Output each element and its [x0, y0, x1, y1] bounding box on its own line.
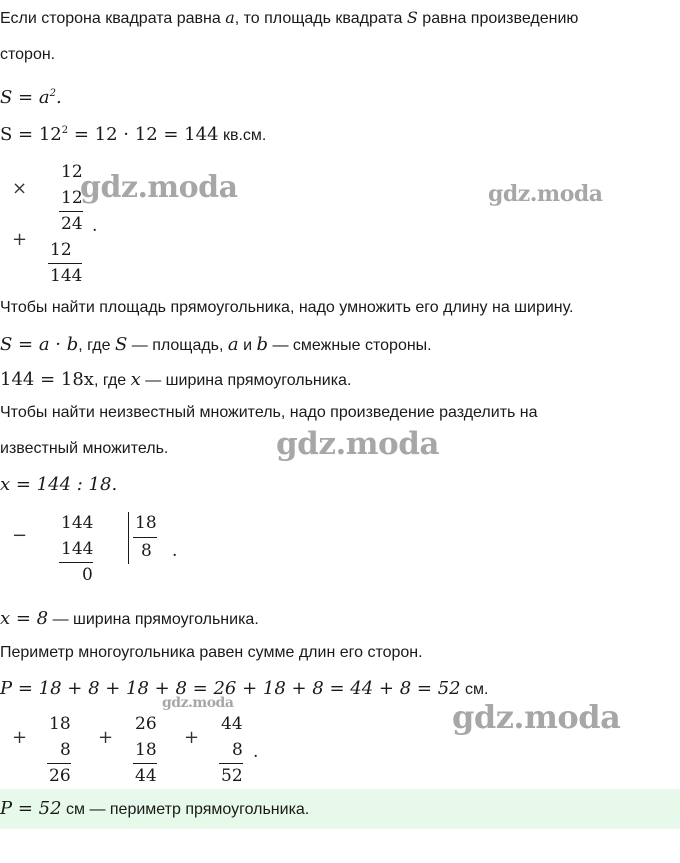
- watermark-5: gdz.moda: [452, 698, 621, 736]
- mult-rule-1: [59, 211, 83, 212]
- perimeter-rule: Периметр многоугольника равен сумме длин его сторон.: [0, 644, 423, 661]
- answer-line: [0, 798, 309, 819]
- intro-text-1: Если сторона квадрата равна: [0, 10, 226, 27]
- div-remainder: 0: [82, 565, 93, 585]
- eq-x-8-math: x = 8: [0, 608, 49, 629]
- add-sign-1: +: [12, 727, 28, 748]
- intro-text-2: , то площадь квадрата: [234, 10, 407, 27]
- rect-var-b: b: [256, 334, 268, 355]
- div-quotient: 8: [141, 541, 152, 561]
- rect-formula-t3: и: [238, 337, 257, 354]
- div-divisor: 18: [135, 513, 157, 533]
- mult-partial-2: 12: [50, 240, 72, 260]
- rect-formula: [0, 334, 432, 355]
- watermark-4: gdz.moda: [162, 695, 234, 711]
- perimeter-calc: [0, 678, 489, 699]
- intro-text-3: равна произведению: [417, 10, 579, 27]
- rect-var-S: S: [114, 334, 128, 355]
- eq-x-8-text: — ширина прямоугольника.: [48, 611, 259, 628]
- add-3-rule: [219, 763, 243, 764]
- rect-var-a: a: [227, 334, 239, 355]
- watermark-3: gdz.moda: [276, 426, 439, 462]
- mult-partial-1: 24: [61, 214, 83, 234]
- add-1-a: 18: [49, 714, 71, 734]
- eq-144-t2: — ширина прямоугольника.: [140, 372, 352, 389]
- mult-rule-2: [48, 263, 82, 264]
- times-sign: ×: [12, 178, 28, 199]
- add-period: .: [253, 742, 259, 762]
- calc-square-lhs: S = 12: [0, 124, 62, 145]
- div-sub: 144: [61, 539, 94, 559]
- eq-144-t1: , где: [93, 372, 131, 389]
- add-3-b: 8: [232, 740, 243, 760]
- add-3-sum: 52: [221, 766, 243, 786]
- add-1-sum: 26: [49, 766, 71, 786]
- div-dividend: 144: [61, 513, 94, 533]
- rect-formula-t2: — площадь,: [127, 337, 228, 354]
- mult-b: 12: [61, 188, 83, 208]
- mult-result: 144: [50, 266, 83, 286]
- plus-sign: +: [12, 229, 28, 250]
- add-1-rule: [47, 763, 71, 764]
- mult-a: 12: [61, 162, 83, 182]
- div-divisor-rule: [133, 537, 157, 538]
- div-period: .: [172, 541, 178, 561]
- formula-square-exp: 2: [49, 88, 56, 99]
- intro-line-1: [0, 8, 578, 28]
- add-sign-3: +: [184, 727, 200, 748]
- mult-period: .: [92, 216, 98, 236]
- add-1-b: 8: [60, 740, 71, 760]
- var-S: S: [406, 8, 418, 27]
- rect-formula-t4: — смежные стороны.: [268, 337, 432, 354]
- calc-square-unit: кв.см.: [218, 127, 267, 144]
- perimeter-calc-unit: см.: [460, 681, 489, 698]
- add-3-a: 44: [221, 714, 243, 734]
- div-vertical-bar: [128, 512, 129, 564]
- answer-text: см — периметр прямоугольника.: [61, 801, 310, 818]
- add-2-sum: 44: [135, 766, 157, 786]
- rect-formula-math: S = a · b: [0, 334, 79, 355]
- add-2-b: 18: [135, 740, 157, 760]
- factor-rule-line-2: известный множитель.: [0, 440, 169, 457]
- eq-144-var-x: x: [130, 369, 141, 390]
- intro-line-2: сторон.: [0, 46, 56, 63]
- watermark-1: gdz.moda: [80, 170, 238, 205]
- formula-square: [0, 87, 62, 108]
- answer-box: [0, 789, 680, 829]
- eq-144-math: 144 = 18x: [0, 369, 94, 390]
- answer-math: P = 52: [0, 798, 62, 819]
- eq-144: [0, 369, 351, 390]
- calc-square: [0, 124, 266, 145]
- minus-sign: −: [12, 525, 28, 546]
- rect-formula-t1: , где: [78, 337, 115, 354]
- formula-square-lhs: S = a: [0, 87, 50, 108]
- calc-square-exp: 2: [61, 125, 69, 136]
- div-sub-rule: [59, 562, 93, 563]
- add-2-a: 26: [135, 714, 157, 734]
- calc-square-rest: = 12 · 12 = 144: [68, 124, 219, 145]
- formula-square-tail: .: [55, 87, 62, 108]
- eq-x-div: x = 144 : 18.: [0, 474, 118, 495]
- var-a: a: [225, 8, 235, 27]
- add-sign-2: +: [98, 727, 114, 748]
- rect-rule: Чтобы найти площадь прямоугольника, надо умножить его длину на ширину.: [0, 299, 574, 316]
- factor-rule-line-1: Чтобы найти неизвестный множитель, надо произведение разделить на: [0, 404, 538, 421]
- eq-x-8: [0, 608, 259, 629]
- add-2-rule: [133, 763, 157, 764]
- watermark-2: gdz.moda: [488, 181, 603, 207]
- perimeter-calc-math: P = 18 + 8 + 18 + 8 = 26 + 18 + 8 = 44 + 8 = 52: [0, 678, 461, 699]
